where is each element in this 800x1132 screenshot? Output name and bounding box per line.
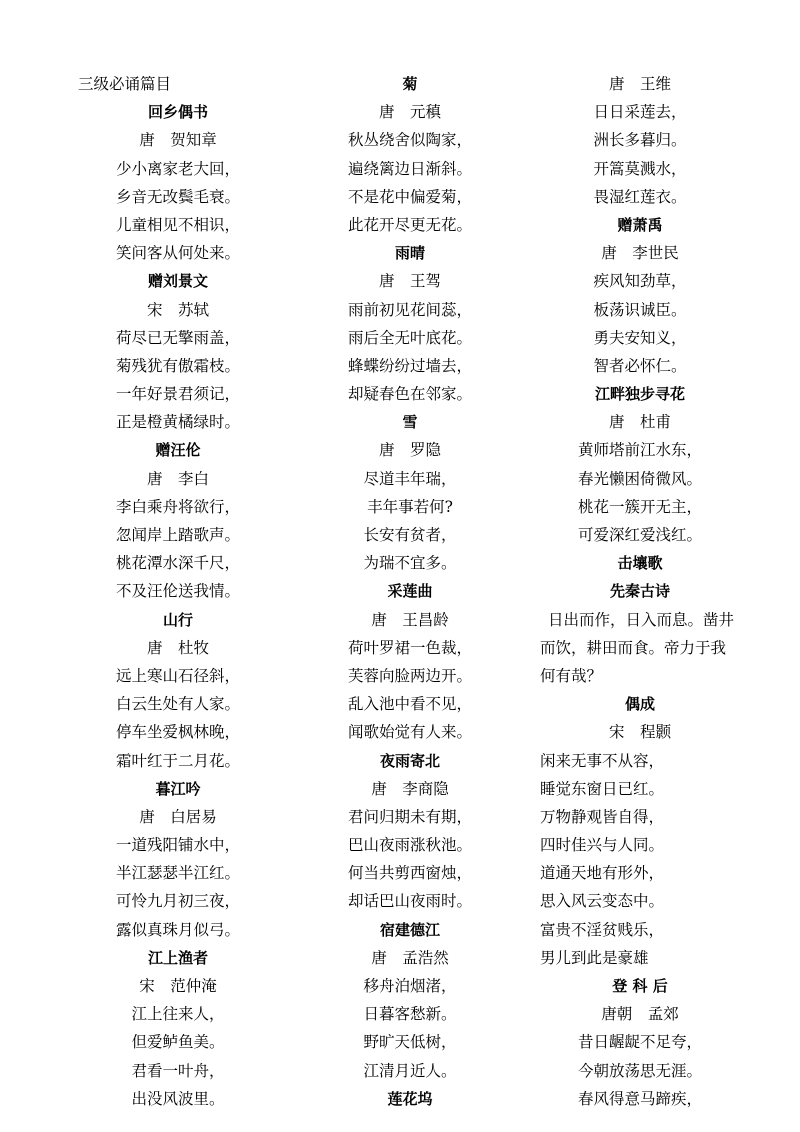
poem-title: 江畔独步寻花 [594,385,685,404]
poem-line: 江清月近人。 [363,1061,457,1080]
poem-title: 赠汪伦 [155,441,201,460]
poem-title: 菊 [402,75,418,93]
poem-line: 儿童相见不相识， [115,215,240,234]
poem-line: 蜂蝶纷纷过墙去， [347,356,472,375]
poem-line: 正是橙黄橘绿时。 [115,413,240,432]
poem-author: 宋 程颢 [608,723,671,742]
poem-line: 桃花一簇开无主， [577,497,702,516]
poem-line: 男儿到此是豪雄 [540,948,649,967]
poem-line: 春风得意马蹄疾， [577,1089,702,1108]
poem-author: 唐 李世民 [601,244,679,263]
poem-line: 霜叶红于二月花。 [115,751,240,770]
poem-author: 唐 孟浩然 [371,948,449,967]
poem-line: 日出而作，日入而息。凿井 [548,610,735,629]
poem-line: 不是花中偏爱菊， [347,187,472,206]
poem-subtitle: 先秦古诗 [609,582,670,601]
poem-line: 白云生处有人家。 [115,695,240,714]
poem-line: 君看一叶舟， [131,1061,225,1080]
poem-line: 荷叶罗裙一色裁， [347,638,472,657]
poem-line: 遍绕篱边日渐斜。 [347,159,472,178]
poem-title: 暮江吟 [155,779,201,798]
poem-line: 秋丛绕舍似陶家， [347,131,472,150]
poem-author: 唐 贺知章 [139,131,217,150]
poem-line: 雨后全无叶底花。 [347,328,472,347]
poem-line: 忽闻岸上踏歌声。 [115,526,240,544]
poem-line: 思入风云变态中。 [540,892,665,911]
poem-author: 唐 罗隐 [378,441,441,460]
poem-title: 莲花坞 [387,1089,433,1108]
poem-line: 今朝放荡思无涯。 [577,1061,702,1080]
poem-line: 停车坐爱枫林晚， [115,723,240,742]
poem-line: 半江瑟瑟半江红。 [115,864,240,883]
column-3 [520,70,760,1113]
poem-line: 可怜九月初三夜， [115,892,240,911]
poem-title: 偶成 [624,695,655,714]
poem-line: 四时佳兴与人同。 [540,836,665,855]
poem-line: 菊残犹有傲霜枝。 [115,356,240,375]
poem-title: 采莲曲 [387,582,433,601]
poem-line: 却疑春色在邻家。 [347,385,472,404]
poem-line: 而饮，耕田而食。帝力于我 [540,638,727,657]
poem-title: 宿建德江 [379,920,440,939]
poem-title: 赠刘景文 [147,272,208,291]
poem-line: 畏湿红莲衣。 [593,187,687,206]
poem-line: 板荡识诚臣。 [593,300,687,319]
poem-line: 可爱深红爱浅红。 [577,526,702,544]
poem-line: 移舟泊烟渚， [363,977,457,995]
poem-author: 唐 王维 [608,75,671,93]
poem-line: 君问归期未有期， [347,807,472,826]
poem-line: 日暮客愁新。 [363,1005,457,1024]
poem-line: 露似真珠月似弓。 [115,920,240,939]
poem-line: 洲长多暮归。 [593,131,687,150]
column-2 [290,70,530,1113]
poem-line: 何当共剪西窗烛， [347,864,472,883]
column-1 [58,70,298,1113]
poem-line: 为瑞不宜多。 [363,554,457,573]
poem-author: 唐 王昌龄 [371,610,449,629]
poem-line: 李白乘舟将欲行， [115,497,240,516]
poem-author: 宋 范仲淹 [139,977,217,995]
poem-author: 唐 李白 [146,469,209,488]
poem-line: 春光懒困倚微风。 [577,469,702,488]
poem-line: 此花开尽更无花。 [347,215,472,234]
poem-line: 日日采莲去， [593,103,687,122]
poem-line: 少小离家老大回， [115,159,240,178]
poem-line: 何有哉？ [540,666,603,685]
poem-line: 闻歌始觉有人来。 [347,723,472,742]
poem-line: 一年好景君须记， [115,385,240,404]
poem-line: 万物静观皆自得， [540,807,665,826]
poem-title: 回乡偶书 [147,103,208,122]
poem-line: 出没风波里。 [131,1089,225,1108]
poem-line: 却话巴山夜雨时。 [347,892,472,911]
poem-author: 唐 杜牧 [146,638,209,657]
poem-line: 野旷天低树， [363,1033,457,1052]
poem-author: 唐 白居易 [139,807,217,826]
poem-line: 笑问客从何处来。 [115,244,240,263]
poem-line: 勇夫安知义， [593,328,687,347]
poem-title: 击壤歌 [617,554,663,573]
poem-line: 芙蓉向脸两边开。 [347,666,472,685]
poem-title: 雨晴 [394,244,425,263]
poem-line: 不及汪伦送我情。 [115,582,240,601]
poem-author: 宋 苏轼 [146,300,209,319]
poem-line: 丰年事若何? [367,497,453,516]
poem-line: 一道残阳铺水中， [115,836,240,855]
poem-line: 雨前初见花间蕊， [347,300,472,319]
poem-title: 雪 [402,413,418,432]
poem-line: 尽道丰年瑞， [363,469,457,488]
poem-line: 远上寒山石径斜， [115,666,240,685]
poem-line: 乱入池中看不见， [347,695,472,714]
poem-title: 江上渔者 [147,948,208,967]
poem-line: 闲来无事不从容， [540,751,665,770]
poem-line: 开篙莫溅水， [593,159,687,178]
poem-line: 但爱鲈鱼美。 [131,1033,225,1052]
poem-title: 山行 [162,610,193,629]
poem-line: 江上往来人， [131,1005,225,1024]
poem-author: 唐 王驾 [378,272,441,291]
poem-line: 昔日龌龊不足夸， [577,1033,702,1052]
poem-line: 长安有贫者， [363,526,457,544]
poem-line: 富贵不淫贫贱乐， [540,920,665,939]
poem-line: 睡觉东窗日已红。 [540,779,665,798]
poem-line: 黄师塔前江水东， [577,441,702,460]
poem-title: 赠萧禹 [617,215,663,234]
document-header: 三级必诵篇目 [78,75,172,93]
poem-author: 唐 李商隐 [371,779,449,798]
poem-title: 夜雨寄北 [379,751,440,770]
poem-line: 巴山夜雨涨秋池。 [347,836,472,855]
poem-author: 唐朝 孟郊 [601,1005,679,1024]
poem-line: 荷尽已无擎雨盖， [115,328,240,347]
poem-line: 道通天地有形外， [540,864,665,883]
poem-line: 智者必怀仁。 [593,356,687,375]
poem-line: 乡音无改鬓毛衰。 [115,187,240,206]
poem-author: 唐 元稹 [378,103,441,122]
poem-line: 疾风知劲草， [593,272,687,291]
poem-author: 唐 杜甫 [608,413,671,432]
poem-title: 登 科 后 [612,977,668,995]
poem-line: 桃花潭水深千尺， [115,554,240,573]
